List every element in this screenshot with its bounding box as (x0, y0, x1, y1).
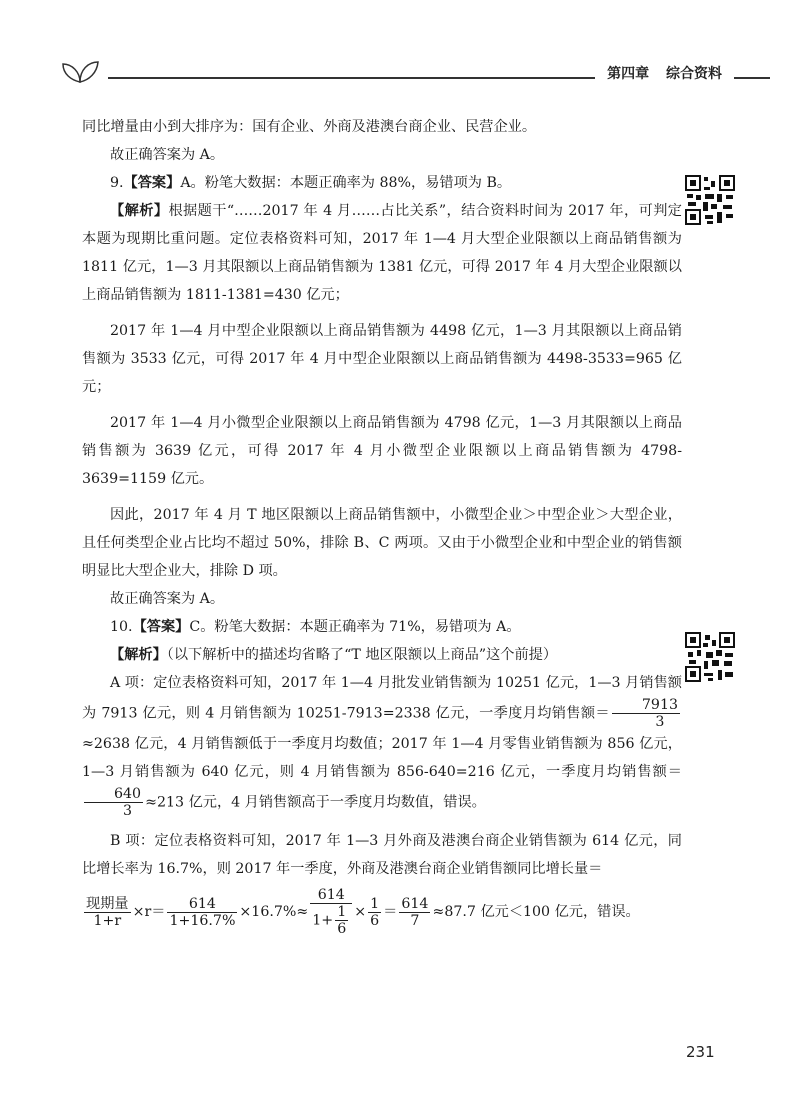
fraction-denominator: 3 (123, 803, 133, 819)
q10-answer (82, 613, 682, 641)
answer-label: 【答案】 (123, 175, 181, 191)
fraction (310, 887, 352, 937)
section-name: 综合资料 (666, 66, 722, 82)
analysis-text: （以下解析中的描述均省略了“T 地区限额以上商品”这个前提） (166, 647, 558, 663)
fraction-numerator: 7913 (612, 697, 680, 714)
fraction (84, 786, 143, 819)
chapter-title (595, 63, 734, 83)
nested-fraction (335, 904, 348, 937)
fraction-denominator: 6 (337, 921, 347, 937)
fraction (399, 896, 430, 929)
fraction-numerator: 614 (310, 887, 352, 904)
page-content (82, 113, 682, 937)
formula-text: ＝ (383, 904, 398, 920)
fraction-denominator: 1+16.7% (169, 912, 236, 929)
item-b-formula (82, 883, 682, 937)
paragraph: 因此，2017 年 4 月 T 地区限额以上商品销售额中，小微型企业＞中型企业＞大型企业，且任何类型企业占比均不超过 50%，排除 B、C 两项。又由于小微型企业和中型企业的销售额明显比大型企业大，排除 D 项。 (82, 507, 682, 579)
page-header (60, 50, 770, 90)
fraction-denominator: 6 (370, 912, 380, 929)
page-number: 231 (686, 1043, 715, 1061)
answer-text: A。粉笔大数据：本题正确率为 88%，易错项为 B。 (180, 175, 512, 191)
qr-code-icon (685, 632, 735, 682)
fraction (167, 896, 237, 929)
fraction-numerator: 1 (370, 895, 380, 912)
fraction-denominator (310, 904, 352, 937)
paragraph: 故正确答案为 A。 (110, 147, 225, 163)
formula-text: ≈87.7 亿元＜100 亿元，错误。 (432, 904, 640, 920)
paragraph: 2017 年 1—4 月小微型企业限额以上商品销售额为 4798 亿元，1—3 月其限额以上商品销售额为 3639 亿元，可得 2017 年 4 月小微型企业限额以上商品销售额为 4798-3639=1159 亿元。 (82, 415, 682, 487)
paragraph: 故正确答案为 A。 (110, 591, 225, 607)
item-a-text-3: ≈213 亿元，4 月销售额高于一季度月均数值，错误。 (145, 794, 486, 811)
question-number: 9. (110, 175, 124, 191)
fraction-numerator: 614 (167, 896, 237, 913)
qr-code-icon (685, 175, 735, 225)
answer-text: C。粉笔大数据：本题正确率为 71%，易错项为 A。 (189, 619, 521, 635)
answer-label: 【答案】 (132, 619, 190, 635)
fraction (368, 896, 381, 929)
leaf-icon (60, 56, 100, 86)
formula-text: ×r＝ (132, 904, 166, 920)
denominator-prefix: 1+ (312, 912, 334, 929)
q9-answer (82, 169, 682, 197)
item-a-text-2: ≈2638 亿元，4 月销售额低于一季度月均数值；2017 年 1—4 月零售业销售额为 856 亿元，1—3 月销售额为 640 亿元，则 4 月销售额为 856-640=216 亿元，一季度月均销售额＝ (82, 736, 682, 780)
paragraph: 2017 年 1—4 月中型企业限额以上商品销售额为 4498 亿元，1—3 月其限额以上商品销售额为 3533 亿元，可得 2017 年 4 月中型企业限额以上商品销售额为 4498-3533=965 亿元； (82, 323, 682, 395)
fraction-numerator: 1 (337, 904, 347, 920)
fraction-numerator: 现期量 (86, 895, 129, 912)
analysis-text: 根据题干“……2017 年 4 月……占比关系”，结合资料时间为 2017 年，可判定本题为现期比重问题。定位表格资料可知，2017 年 1—4 月大型企业限额以上商品销售额为 1811 亿元，1—3 月其限额以上商品销售额为 1381 亿元，可得 2017 年 4 月大型企业限额以上商品销售额为 1811-1381=430 亿元； (82, 203, 682, 303)
item-a (82, 669, 682, 819)
fraction (84, 896, 131, 929)
chapter-number: 第四章 (607, 66, 650, 82)
analysis-label: 【解析】 (110, 647, 167, 663)
item-b (82, 827, 682, 883)
item-a-text-1: A 项：定位表格资料可知，2017 年 1—4 月批发业销售额为 10251 亿元，1—3 月销售额为 7913 亿元，则 4 月销售额为 10251-7913=2338 亿元，一季度月均销售额＝ (82, 675, 682, 722)
item-b-text-1: B 项：定位表格资料可知，2017 年 1—3 月外商及港澳台商企业销售额为 614 亿元，同比增长率为 16.7%，则 2017 年一季度，外商及港澳台商企业销售额同比增长量＝ (82, 833, 682, 877)
fraction-numerator: 614 (401, 895, 429, 912)
formula-text: ×16.7%≈ (239, 904, 309, 920)
q10-analysis (82, 641, 682, 669)
formula-text: × (354, 904, 367, 920)
fraction-denominator: 3 (655, 714, 665, 730)
q9-analysis (82, 197, 682, 309)
fraction-numerator: 640 (84, 786, 143, 803)
fraction (612, 697, 680, 730)
question-number: 10. (110, 619, 133, 635)
fraction-denominator: 1+r (93, 912, 122, 929)
paragraph: 同比增量由小到大排序为：国有企业、外商及港澳台商企业、民营企业。 (82, 119, 537, 135)
fraction-denominator: 7 (410, 912, 420, 929)
analysis-label: 【解析】 (110, 203, 169, 219)
